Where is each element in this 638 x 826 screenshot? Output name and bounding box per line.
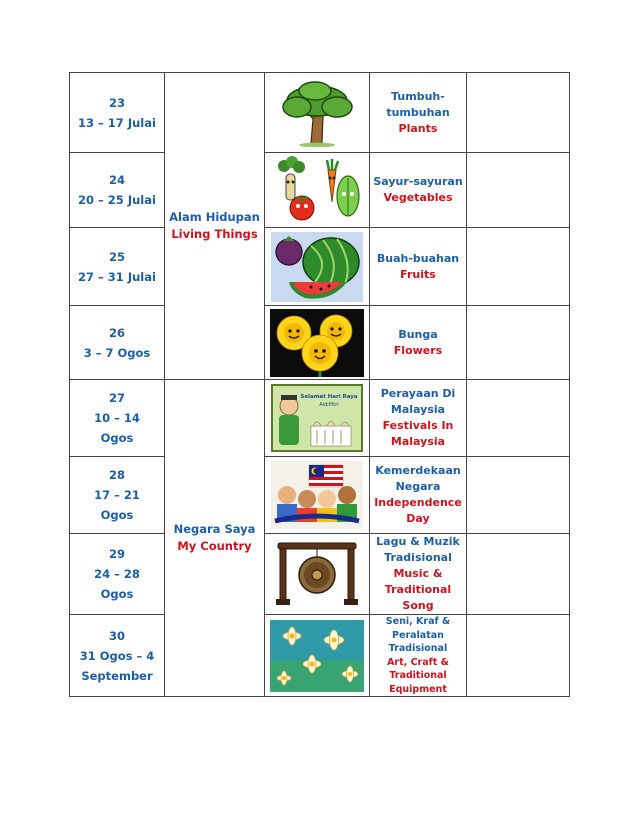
topic-malay: Tumbuh- — [391, 89, 445, 103]
topic-cell — [370, 534, 467, 615]
week-cell — [70, 380, 165, 457]
week-dates: Ogos — [100, 431, 134, 445]
merdeka-icon — [271, 461, 363, 529]
week-dates: 20 – 25 Julai — [78, 193, 156, 207]
week-dates: 31 Ogos – 4 — [79, 648, 155, 663]
topic-cell — [370, 153, 467, 228]
topic-english: Plants — [398, 121, 438, 135]
week-dates: 13 – 17 Julai — [78, 115, 156, 130]
topic-english: Day — [406, 512, 430, 525]
empty-cell — [467, 228, 570, 306]
topic-malay: Malaysia — [390, 403, 446, 416]
topic-malay: Sayur-sayuran — [373, 175, 463, 188]
topic-english: Equipment — [389, 683, 447, 695]
empty-cell — [467, 534, 570, 615]
table-row — [70, 457, 570, 534]
picture-cell — [265, 457, 370, 534]
week-cell — [70, 228, 165, 306]
table-row — [70, 615, 570, 697]
week-number: 25 — [108, 249, 125, 264]
topic-malay: Tradisional — [384, 551, 452, 564]
week-number: 30 — [108, 628, 125, 643]
topic-english: Vegetables — [383, 191, 453, 204]
table-row — [70, 306, 570, 380]
topic-english: Fruits — [400, 267, 436, 281]
tree-icon — [275, 79, 360, 147]
table-row — [70, 534, 570, 615]
table-row — [70, 228, 570, 306]
picture-cell — [265, 306, 370, 380]
card-greeting: Selamat Hari Raya — [300, 394, 358, 400]
topic-english: Flowers — [393, 343, 443, 357]
theme-malay: Alam Hidupan — [169, 210, 260, 224]
topic-cell — [370, 306, 467, 380]
week-dates: 3 – 7 Ogos — [83, 345, 151, 360]
week-dates: 24 – 28 — [94, 567, 140, 581]
topic-malay: Kemerdekaan — [375, 464, 461, 477]
theme-english: My Country — [177, 539, 252, 553]
topic-english: Festivals In — [382, 419, 454, 432]
table-row — [70, 380, 570, 457]
theme-malay: Negara Saya — [173, 522, 256, 536]
theme-cell — [165, 380, 265, 697]
topic-cell — [370, 457, 467, 534]
week-number: 23 — [108, 95, 125, 110]
topic-cell — [370, 73, 467, 153]
festival-card-icon — [271, 384, 363, 452]
week-dates: September — [81, 668, 153, 683]
picture-cell — [265, 615, 370, 697]
table-row — [70, 73, 570, 153]
week-cell — [70, 457, 165, 534]
empty-cell — [467, 153, 570, 228]
week-dates: 10 – 14 — [94, 411, 140, 425]
card-greeting-sub: Aidilfitri — [319, 402, 339, 408]
topic-malay: Lagu & Muzik — [376, 535, 460, 548]
topic-malay: Buah-buahan — [376, 251, 460, 265]
week-dates: 27 – 31 Julai — [78, 269, 156, 284]
empty-cell — [467, 306, 570, 380]
sunflowers-icon — [270, 309, 364, 377]
picture-cell — [265, 153, 370, 228]
topic-english: Music & — [393, 567, 443, 580]
theme-english: Living Things — [171, 227, 258, 241]
week-cell — [70, 153, 165, 228]
topic-english: Song — [402, 599, 434, 612]
topic-english: Independence — [374, 496, 462, 509]
picture-cell — [265, 534, 370, 615]
topic-cell — [370, 615, 467, 697]
week-number: 24 — [108, 173, 125, 187]
week-number: 29 — [108, 547, 125, 561]
batik-flowers-icon — [270, 620, 364, 692]
week-dates: Ogos — [100, 508, 134, 522]
topic-cell — [370, 380, 467, 457]
fruits-icon — [271, 232, 363, 302]
picture-cell — [265, 380, 370, 457]
topic-english: Traditional — [389, 670, 447, 681]
topic-malay: Tradisional — [388, 643, 448, 654]
topic-malay: Bunga — [398, 327, 438, 341]
empty-cell — [467, 615, 570, 697]
week-number: 27 — [108, 391, 125, 405]
topic-cell — [370, 228, 467, 306]
week-number: 26 — [108, 325, 125, 340]
empty-cell — [467, 73, 570, 153]
theme-cell — [165, 73, 265, 380]
vegetables-icon — [272, 156, 362, 224]
week-number: 28 — [108, 468, 125, 482]
gong-icon — [270, 539, 364, 609]
topic-malay: Peralatan — [392, 629, 444, 641]
topic-malay: Seni, Kraf & — [385, 616, 451, 627]
week-dates: 17 – 21 — [94, 488, 140, 502]
picture-cell — [265, 228, 370, 306]
week-cell — [70, 615, 165, 697]
schedule-table — [69, 72, 570, 697]
topic-english: Traditional — [384, 583, 452, 596]
topic-malay: Perayaan Di — [380, 387, 456, 400]
week-cell — [70, 73, 165, 153]
topic-malay: tumbuhan — [386, 105, 450, 119]
picture-cell — [265, 73, 370, 153]
table-row — [70, 153, 570, 228]
week-dates: Ogos — [100, 587, 134, 601]
topic-english: Art, Craft & — [387, 656, 449, 668]
topic-malay: Negara — [395, 480, 441, 493]
week-cell — [70, 306, 165, 380]
week-cell — [70, 534, 165, 615]
empty-cell — [467, 457, 570, 534]
topic-english: Malaysia — [390, 435, 446, 448]
empty-cell — [467, 380, 570, 457]
